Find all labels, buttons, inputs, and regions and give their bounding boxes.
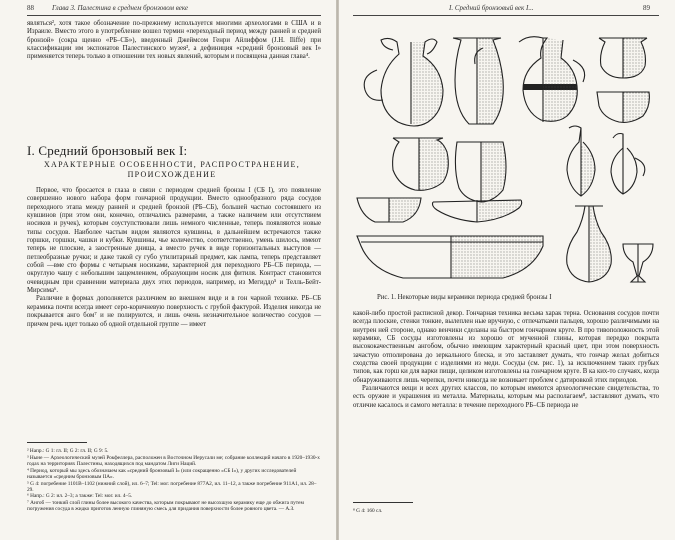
left-page <box>0 0 336 540</box>
pitcher-drawing <box>519 37 585 123</box>
jar-drawing <box>599 38 647 78</box>
footnote: ⁸ G 4: 160 сл. <box>353 508 383 514</box>
juglet-drawing <box>567 206 612 282</box>
header-rule <box>353 15 659 16</box>
running-head: Глава 3. Палестина в среднем бронзовом веке <box>52 4 189 12</box>
paragraph-1: Первое, что бросается в глаза в связи с периодом средней бронзы I (СБ I), это появление совершенно нового набора форм гончарной продукции. Вместо однообразного ряда сосудов переходного этапа между ранней и средней бронзой (РБ–СБ), большей частью состоявшего из кувшинов (при этом они, конечно, отличались размерами, а также наличием или отсутствием носиков и ручек), которым соуступствовали лишь немного численные, теперь появляются новые типы сосудов. Наиболее частым видом являются кувшины, в дальнейшем встречаются также горшки, горшки, чашки и кубки. Кувшины, чье количество, соответственно, умень шилось, имеют теперь не плоские, а заостренные днища, а вместо ручек в виде горизонтальных выступов — петлеобразные ручки; и даже такой су губо утилитарный предмет, как лампа, теперь представляет собой —вме сто формы с четырьмя носиками, характерной для переходного РБ–СБ периода, — округлую чашу с небольшим защемлением, образующим носик для фитиля. Контраст становится очевидным при сравнении материала двух этих периодов, например, из Мегиддо⁵ и Телль-Бейт-Мирсима⁶. <box>27 187 322 295</box>
header-rule <box>27 15 321 16</box>
body-text <box>27 187 321 329</box>
figure-caption: Рис. 1. Некоторые виды керамики периода средней бронзы I <box>377 294 552 301</box>
footnote: ⁷ Ангоб — тонкий слой глины более высокого качества, которым покрывают не высохшую керамику еще до обжига путем погружения сосуда в жидко приготов ленную глиняную смесь для придания поверхности более ровного цвета. — А.З. <box>27 500 304 513</box>
paragraph-2: Различаются вещи и всех других классов, по которым имеются археологические свидетельства, то есть оружие и украшения из металла. Материалы, которым мы располагаем⁸, заставляют думать, что отличие касалось и самого металла: в течение переходного РБ–СБ периода не <box>353 385 659 409</box>
jar-drawing <box>455 142 506 202</box>
goblet-drawing <box>623 244 653 282</box>
jug-drawing <box>364 38 443 126</box>
bowl-drawing <box>357 236 543 278</box>
footnote: ³ Ныне — Археологический музей Рокфеллера, расположен в Восточном Иерусали ме; собрание коллекций начато в 1920–1930-х годах на территориях Палестины, находящихся под мандатом Лиги Наций. <box>27 454 320 467</box>
footnote-rule <box>27 442 87 443</box>
bowl-drawing <box>433 200 522 222</box>
page-number: 88 <box>27 4 34 12</box>
jar-drawing <box>393 138 449 190</box>
juglet-drawing <box>611 134 645 195</box>
footnotes <box>27 448 321 513</box>
jar-drawing <box>453 38 503 124</box>
paragraph-2: Различие в формах дополняется различием во внешнем виде и в гон чарной технике. РБ–СБ керамика почти всегда имеет серо-коричневую поверхность с грубой фактурой. Изделия никогда не покрывается анго бом⁷ и не полируются, и лишь очень незначительное количество сосудов — причем речь идет только об одной отдельной группе — имеет <box>27 295 322 328</box>
intro-text: являться², хотя такое обозначение по-прежнему используется многими археологами в США и в Израиле. Вместо этого в употребление вошел термин «переходный период между ранней и средней бронзой» (сокра щенно «РБ–СБ»), введенный Джеймсом Генри Айлиффом (J.H. Iliffe) при классификации им экспонатов Палестинского музея³, а дефиниция «средний бронзовый век I» применяется теперь только в отношении тех новых явлений, которым и посвящена данная глава⁴. <box>27 20 322 61</box>
section-subheading: ХАРАКТЕРНЫЕ ОСОБЕННОСТИ, РАСПРОСТРАНЕНИЕ, ПРОИСХОЖДЕНИЕ <box>43 160 301 179</box>
footnote-rule <box>353 502 413 503</box>
page-number: 89 <box>643 4 650 12</box>
right-page <box>339 0 675 540</box>
footnote: ² Напр.: G 1: гл. II; G 2: гл. II; G 9: 5. <box>27 448 109 454</box>
juglet-drawing <box>567 126 595 196</box>
footnote: ⁵ G 4: погребение 1101B–1102 (нижний слой), ил. 6–7; Tel: мог. погребение 877A2, ил. 11–12, а также погребение 911A1, ил. 28–29. <box>27 480 317 493</box>
section-heading: I. Средний бронзовый век I: <box>27 143 188 158</box>
bowl-drawing <box>597 92 649 122</box>
footnote: ⁴ Период, который мы здесь обозначаем как «средний бронзовый I» (или сокращенно «СБ I»), у других исследователей называется «средним бронзовым IIA». <box>27 467 297 480</box>
paragraph-continued: какой-либо простой расписной декор. Гончарная техника весьма харак терна. Основания сосудов почти всегда плоские, стенки тонкие, вылеплен ные вручную, с отпечатками пальцев, хорошо различимыми на внутрен ней стороне, однако венчики сделаны на быстром гончарном круге. В про тивоположность этой керамике, СБ сосуды изготовлены из хорошо от мученной глины, которая передко покрыта высококачественным ангобом, обычно имеющим характерный красный цвет, при этом поверхность зачастую отполирована до зеркального блеска, и это заставляет думать, что гончар желал добиться сходства своей продукции с изделиями из меди. Сосуды (см. рис. 1), за исключением таких грубых типов, как горш ки для варки пищи, целиком изготовлены на гончарном круге. В ка ких-то случаях, когда обнаруживаются лишь черепки, почти никогда не возникает проблем с датировкой этих периодов. <box>353 310 660 384</box>
footnote: ⁶ Напр.: G 2: ил. 2–3; а также: Tel: мог. ил. 4–5. <box>27 493 133 500</box>
body-text <box>353 310 659 410</box>
intro-paragraph <box>27 20 321 62</box>
footnotes <box>353 508 659 515</box>
running-head: I. Средний бронзовый век I... <box>449 4 534 12</box>
pottery-figure <box>353 20 663 288</box>
bowl-drawing <box>357 198 421 222</box>
